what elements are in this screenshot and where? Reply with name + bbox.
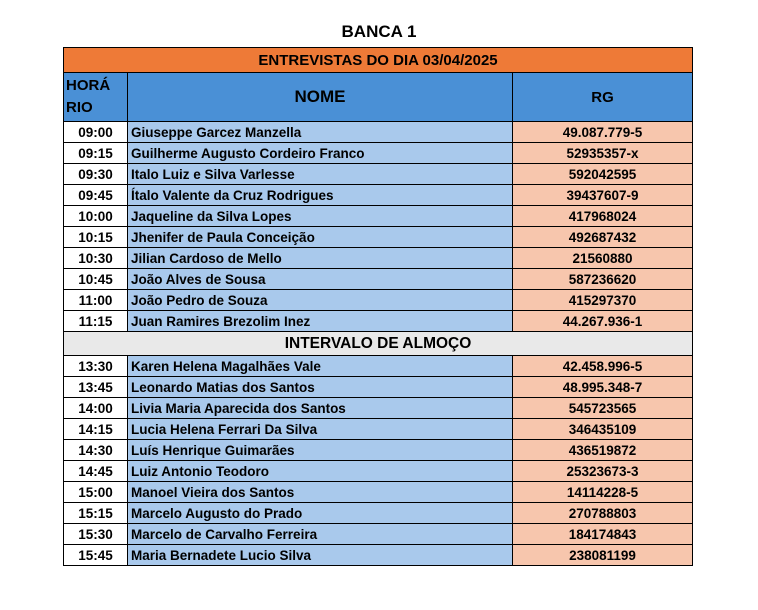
table-row — [64, 248, 693, 269]
name-cell: Livia Maria Aparecida dos Santos — [128, 398, 513, 419]
table-row — [64, 545, 693, 566]
table-row — [64, 227, 693, 248]
name-cell: João Alves de Sousa — [128, 269, 513, 290]
name-cell: Lucia Helena Ferrari Da Silva — [128, 419, 513, 440]
time-cell: 09:45 — [64, 185, 128, 206]
rg-cell: 25323673-3 — [513, 461, 693, 482]
schedule-table — [63, 47, 693, 566]
rg-cell: 42.458.996-5 — [513, 356, 693, 377]
name-cell: Jilian Cardoso de Mello — [128, 248, 513, 269]
table-row — [64, 524, 693, 545]
name-cell: Italo Luiz e Silva Varlesse — [128, 164, 513, 185]
name-cell: Leonardo Matias dos Santos — [128, 377, 513, 398]
rg-cell: 14114228-5 — [513, 482, 693, 503]
table-row — [64, 206, 693, 227]
header-row — [64, 73, 693, 122]
time-cell: 15:00 — [64, 482, 128, 503]
time-cell: 14:45 — [64, 461, 128, 482]
time-cell: 11:15 — [64, 311, 128, 332]
table-row — [64, 311, 693, 332]
rg-cell: 270788803 — [513, 503, 693, 524]
table-row — [64, 419, 693, 440]
table-row — [64, 461, 693, 482]
rg-cell: 587236620 — [513, 269, 693, 290]
name-cell: Ítalo Valente da Cruz Rodrigues — [128, 185, 513, 206]
rg-cell: 415297370 — [513, 290, 693, 311]
table-row — [64, 503, 693, 524]
rg-cell: 21560880 — [513, 248, 693, 269]
interview-date-banner: ENTREVISTAS DO DIA 03/04/2025 — [64, 48, 693, 73]
time-cell: 15:30 — [64, 524, 128, 545]
time-cell: 10:15 — [64, 227, 128, 248]
table-row — [64, 122, 693, 143]
table-row — [64, 398, 693, 419]
time-cell: 14:30 — [64, 440, 128, 461]
name-cell: Marcelo Augusto do Prado — [128, 503, 513, 524]
name-cell: Maria Bernadete Lucio Silva — [128, 545, 513, 566]
time-cell: 15:15 — [64, 503, 128, 524]
table-row — [64, 269, 693, 290]
time-cell: 10:30 — [64, 248, 128, 269]
time-cell: 09:15 — [64, 143, 128, 164]
table-row — [64, 143, 693, 164]
table-row — [64, 377, 693, 398]
table-row — [64, 440, 693, 461]
time-cell: 10:45 — [64, 269, 128, 290]
name-cell: Marcelo de Carvalho Ferreira — [128, 524, 513, 545]
name-cell: João Pedro de Souza — [128, 290, 513, 311]
rg-cell: 238081199 — [513, 545, 693, 566]
time-cell: 09:30 — [64, 164, 128, 185]
time-cell: 10:00 — [64, 206, 128, 227]
table-row — [64, 290, 693, 311]
time-cell: 09:00 — [64, 122, 128, 143]
rg-cell: 346435109 — [513, 419, 693, 440]
lunch-break-row — [64, 332, 693, 356]
name-cell: Jaqueline da Silva Lopes — [128, 206, 513, 227]
column-header-rg: RG — [513, 73, 693, 122]
rg-cell: 44.267.936-1 — [513, 311, 693, 332]
name-cell: Jhenifer de Paula Conceição — [128, 227, 513, 248]
time-cell: 14:00 — [64, 398, 128, 419]
time-cell: 14:15 — [64, 419, 128, 440]
rg-cell: 48.995.348-7 — [513, 377, 693, 398]
name-cell: Luís Henrique Guimarães — [128, 440, 513, 461]
banner-row — [64, 48, 693, 73]
name-cell: Manoel Vieira dos Santos — [128, 482, 513, 503]
lunch-break-label: INTERVALO DE ALMOÇO — [64, 332, 693, 356]
column-header-nome: NOME — [128, 73, 513, 122]
time-cell: 11:00 — [64, 290, 128, 311]
page-title: BANCA 1 — [341, 22, 417, 41]
horario-header-line2: RIO — [66, 99, 93, 116]
rg-cell: 545723565 — [513, 398, 693, 419]
name-cell: Juan Ramires Brezolim Inez — [128, 311, 513, 332]
name-cell: Luiz Antonio Teodoro — [128, 461, 513, 482]
time-cell: 13:30 — [64, 356, 128, 377]
table-row — [64, 185, 693, 206]
horario-header-line1: HORÁ — [66, 77, 111, 94]
rg-cell: 49.087.779-5 — [513, 122, 693, 143]
rg-cell: 52935357-x — [513, 143, 693, 164]
time-cell: 15:45 — [64, 545, 128, 566]
table-row — [64, 164, 693, 185]
column-header-horario — [64, 73, 128, 122]
table-row — [64, 482, 693, 503]
table-row — [64, 356, 693, 377]
name-cell: Karen Helena Magalhães Vale — [128, 356, 513, 377]
rg-cell: 39437607-9 — [513, 185, 693, 206]
rg-cell: 436519872 — [513, 440, 693, 461]
rg-cell: 184174843 — [513, 524, 693, 545]
name-cell: Giuseppe Garcez Manzella — [128, 122, 513, 143]
time-cell: 13:45 — [64, 377, 128, 398]
rg-cell: 592042595 — [513, 164, 693, 185]
rg-cell: 417968024 — [513, 206, 693, 227]
rg-cell: 492687432 — [513, 227, 693, 248]
name-cell: Guilherme Augusto Cordeiro Franco — [128, 143, 513, 164]
